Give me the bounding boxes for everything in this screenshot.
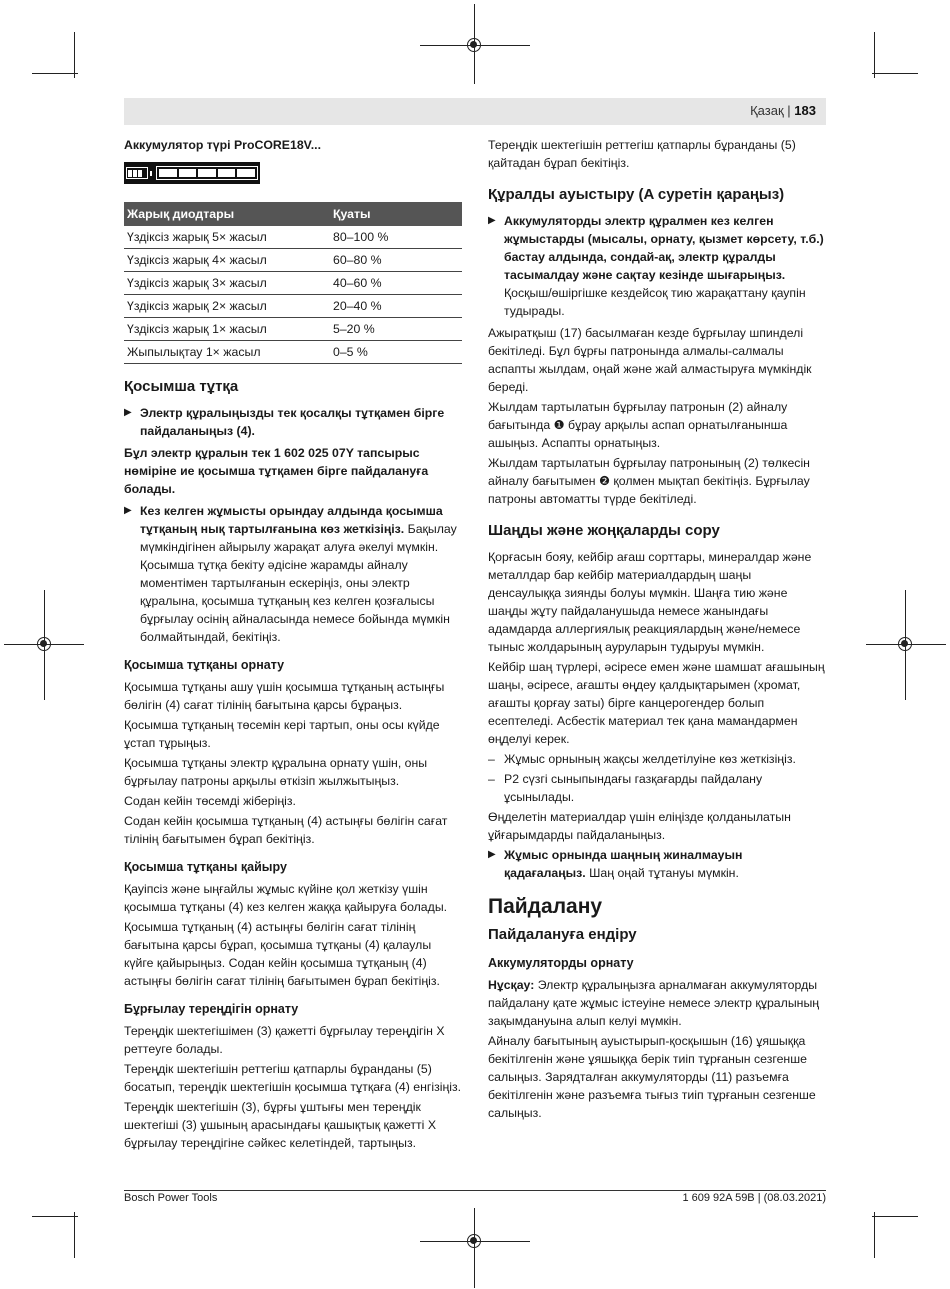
list-item [488, 770, 826, 806]
crop-mark [32, 73, 78, 74]
warning-item [124, 502, 464, 646]
warning-text: Аккумуляторды электр құралмен кез келген жұмыстарды (мысалы, орнату, қызмет көрсету, т.б.) бастау алдында, сондай-ақ, электр құралды тасымалдау және сақтау кезінде шығарыңыз. [504, 214, 824, 282]
battery-icon [126, 167, 152, 179]
table-cell: 40–60 % [330, 272, 462, 295]
crop-mark [872, 73, 918, 74]
page-number: 183 [794, 103, 816, 118]
paragraph: Қорғасын бояу, кейбір ағаш сорттары, минералдар және металлдар бар кейбір материалдардың шаңы денсаулыққа зиянды болуы мүмкін. Шаңға тию және шаңды жұту пайдаланушыда немесе жанындағы адамдарда аллергиялық реакциялардың және/немесе тыныс жолдарының ауруларын тудыруы мүмкін. [488, 550, 812, 654]
list-item-text: Жұмыс орнының жақсы желдетілуіне көз жеткізіңіз. [504, 752, 796, 766]
table-header-capacity: Қуаты [330, 202, 462, 226]
crop-mark [872, 1216, 918, 1217]
battery-type-heading: Аккумулятор түрі ProCORE18V... [124, 138, 321, 152]
registration-mark-icon [467, 38, 481, 52]
paragraph: Ажыратқыш (17) басылмаған кезде бұрғылау шпинделі бекітіледі. Бұл бұрғы патронында алмалы-салмалы аспапты жылдам, оңай және жай алмастыруға мүмкіндік береді. [488, 326, 812, 394]
footer-doc-number: 1 609 92A 59B | (08.03.2021) [682, 1192, 826, 1204]
list-item [488, 750, 826, 768]
crop-mark [874, 32, 875, 78]
table-cell: Үздіксіз жарық 4× жасыл [124, 249, 330, 272]
section-heading-depth: Бұрғылау тереңдігін орнату [124, 1002, 299, 1016]
footer-brand: Bosch Power Tools [124, 1192, 218, 1204]
paragraph: Қосымша тұтқаны электр құралына орнату үшін, оны бұрғылау патроны арқылы өткізіп жылжытыңыз. [124, 756, 428, 788]
led-charge-table [124, 202, 462, 364]
dash-icon: – [488, 772, 495, 786]
table-header-leds: Жарық диодтары [124, 202, 330, 226]
table-row [124, 341, 462, 364]
paragraph: Айналу бағытының ауыстырып-қосқышын (16) ұяшыққа бекітілгенін және ұяшыққа берік тиіп тұрғанын сезгенше салыңыз. Зарядталған аккумуляторды (11) разъемға бекітілгенін және разъемға тығыз тиіп тұрғанын сезгенше салыңыз. [488, 1034, 816, 1120]
table-row [124, 226, 462, 249]
paragraph: Қосымша тұтқаны ашу үшін қосымша тұтқаның астыңғы бөлігін (4) сағат тілінің бағытына қарсы бұраңыз. [124, 680, 445, 712]
chapter-heading-operation: Пайдалану [488, 895, 603, 918]
paragraph: Жылдам тартылатын бұрғылау патронын (2) айналу бағытында ❶ бұрау арқылы аспап орнатылғанынша ашыңыз. Аспапты орнатыңыз. [488, 400, 788, 450]
led-bar-icon [156, 166, 258, 180]
table-row [124, 318, 462, 341]
warning-explanation: Қосқыш/өшіргішке кездейсоқ тию жарақаттану қаупін тудырады. [504, 286, 806, 318]
registration-mark-icon [467, 1234, 481, 1248]
warning-explanation: Шаң оңай тұтануы мүмкін. [589, 866, 739, 880]
paragraph: Содан кейін қосымша тұтқаның (4) астыңғы бөлігін сағат тілінің бағытымен бұрап бекітіңіз. [124, 814, 448, 846]
paragraph: Тереңдік шектегішімен (3) қажетті бұрғылау тереңдігін X реттеуге болады. [124, 1024, 445, 1056]
paragraph: Жылдам тартылатын бұрғылау патронының (2) төлкесін айналу бағытымен ❷ қолмен мықтап бекітіңіз. Бұрғылау патроны автоматты түрде бекітіледі. [488, 456, 810, 506]
section-heading-tool-change: Құралды ауыстыру (A суретін қараңыз) [488, 186, 785, 203]
paragraph: Өңделетін материалдар үшін еліңізде қолданылатын ұйғарымдарды пайдаланыңыз. [488, 810, 791, 842]
table-cell: Үздіксіз жарық 5× жасыл [124, 226, 330, 249]
crop-mark [74, 1212, 75, 1258]
paragraph: Қауіпсіз және ыңғайлы жұмыс күйіне қол жеткізу үшін қосымша тұтқаны (4) кез келген жаққа қайыруға болады. [124, 882, 448, 914]
list-item-text: P2 сүзгі сыныпындағы газқағарды пайдалану ұсынылады. [504, 772, 763, 804]
warning-text: Жұмыс орнында шаңның жиналмауын қадағалаңыз. [504, 848, 743, 880]
registration-mark-icon [37, 637, 51, 651]
section-heading-startup: Пайдалануға ендіру [488, 926, 637, 943]
table-cell: 80–100 % [330, 226, 462, 249]
note-text: Электр құралыңызға арналмаған аккумуляторды пайдалану қате жұмыс істеуіне немесе электр құралының зақымдануына алып келуі мүмкін. [488, 978, 820, 1028]
table-cell: Үздіксіз жарық 1× жасыл [124, 318, 330, 341]
paragraph: Содан кейін төсемді жіберіңіз. [124, 794, 296, 808]
table-cell: 20–40 % [330, 295, 462, 318]
table-row [124, 272, 462, 295]
crop-mark [474, 1208, 475, 1288]
arrow-right-icon: ▶ [488, 849, 496, 860]
table-cell: 60–80 % [330, 249, 462, 272]
note-paragraph [488, 976, 826, 1030]
warning-text: Кез келген жұмысты орындау алдында қосымша тұтқаның нық тартылғанына көз жеткізіңіз. [140, 504, 443, 536]
table-cell: Жыпылықтау 1× жасыл [124, 341, 330, 364]
table-cell: Үздіксіз жарық 3× жасыл [124, 272, 330, 295]
crop-mark [32, 1216, 78, 1217]
paragraph: Қосымша тұтқаның төсемін кері тартып, оны осы күйде ұстап тұрыңыз. [124, 718, 440, 750]
paragraph: Кейбір шаң түрлері, әсіресе емен және шамшат ағашының шаңы, әсіресе, ағашты өңдеу қалдықтарымен (хромат, ағашты қорғау заты) бірге канцерогендер болып есептеледі. Асбестік материал тек қана мамандармен өңделуі керек. [488, 660, 825, 746]
warning-item [124, 404, 464, 440]
dash-icon: – [488, 752, 495, 766]
arrow-right-icon: ▶ [124, 505, 132, 516]
registration-mark-icon [898, 637, 912, 651]
note-label: Нұсқау: [488, 978, 535, 992]
page-header [124, 98, 826, 125]
warning-item [488, 846, 826, 882]
warning-explanation: Бақылау мүмкіндігінен айырылу жарақат алуға әкелуі мүмкін. Қосымша тұтқа бекіту әдісіне жарамды айналу моментімен тартылғанын ескеріңіз, оны электр құралына, қосымша тұтқаның кез келген қозғалысы бұрғылау осінің айналасында немесе бойында мүмкін болмайтындай, бекітіңіз. [140, 522, 457, 644]
paragraph: Тереңдік шектегішін реттегіш қатпарлы бұранданы (5) қайтадан бұрап бекітіңіз. [488, 138, 796, 170]
footer-divider [124, 1190, 826, 1191]
arrow-right-icon: ▶ [488, 215, 496, 226]
warning-item [488, 212, 826, 320]
warning-text: Электр құралыңызды тек қосалқы тұтқамен бірге пайдаланыңыз (4). [140, 406, 445, 438]
paragraph: Тереңдік шектегішін (3), бұрғы ұштығы мен тереңдік шектегіші (3) ұшының арасындағы қашықтық қажетті X бұрғылау тереңдігіне сәйкес келетіндей, тартыңыз. [124, 1100, 437, 1150]
battery-indicator-graphic [124, 162, 260, 184]
section-heading-install: Қосымша тұтқаны орнату [124, 658, 285, 672]
table-cell: Үздіксіз жарық 2× жасыл [124, 295, 330, 318]
table-cell: 5–20 % [330, 318, 462, 341]
header-language-page [750, 103, 816, 118]
table-cell: 0–5 % [330, 341, 462, 364]
crop-mark [74, 32, 75, 78]
aux-handle-note: Бұл электр құралын тек 1 602 025 07Y тапсырыс нөміріне ие қосымша тұтқамен бірге пайдалануға болады. [124, 446, 429, 496]
section-heading-aux-handle: Қосымша тұтқа [124, 378, 239, 395]
crop-mark [874, 1212, 875, 1258]
table-row [124, 249, 462, 272]
right-column [488, 136, 826, 1124]
section-heading-battery-install: Аккумуляторды орнату [488, 956, 634, 970]
paragraph: Қосымша тұтқаның (4) астыңғы бөлігін сағат тілінің бағытына қарсы бұрап, қосымша тұтқаны (4) қалаулы күйге қайырыңыз. Содан кейін қосымша тұтқаның (4) астыңғы бөлігін сағат тілінің бағытымен бұрап бекітіңіз. [124, 920, 440, 988]
header-language: Қазақ [750, 103, 784, 118]
left-column [124, 136, 464, 1154]
arrow-right-icon: ▶ [124, 407, 132, 418]
section-heading-rotate: Қосымша тұтқаны қайыру [124, 860, 287, 874]
section-heading-dust: Шаңды және жоңқаларды сору [488, 522, 720, 539]
header-separator: | [787, 103, 791, 118]
paragraph: Тереңдік шектегішін реттегіш қатпарлы бұранданы (5) босатып, тереңдік шектегішін қосымша тұтқаға (4) енгізіңіз. [124, 1062, 462, 1094]
table-row [124, 295, 462, 318]
